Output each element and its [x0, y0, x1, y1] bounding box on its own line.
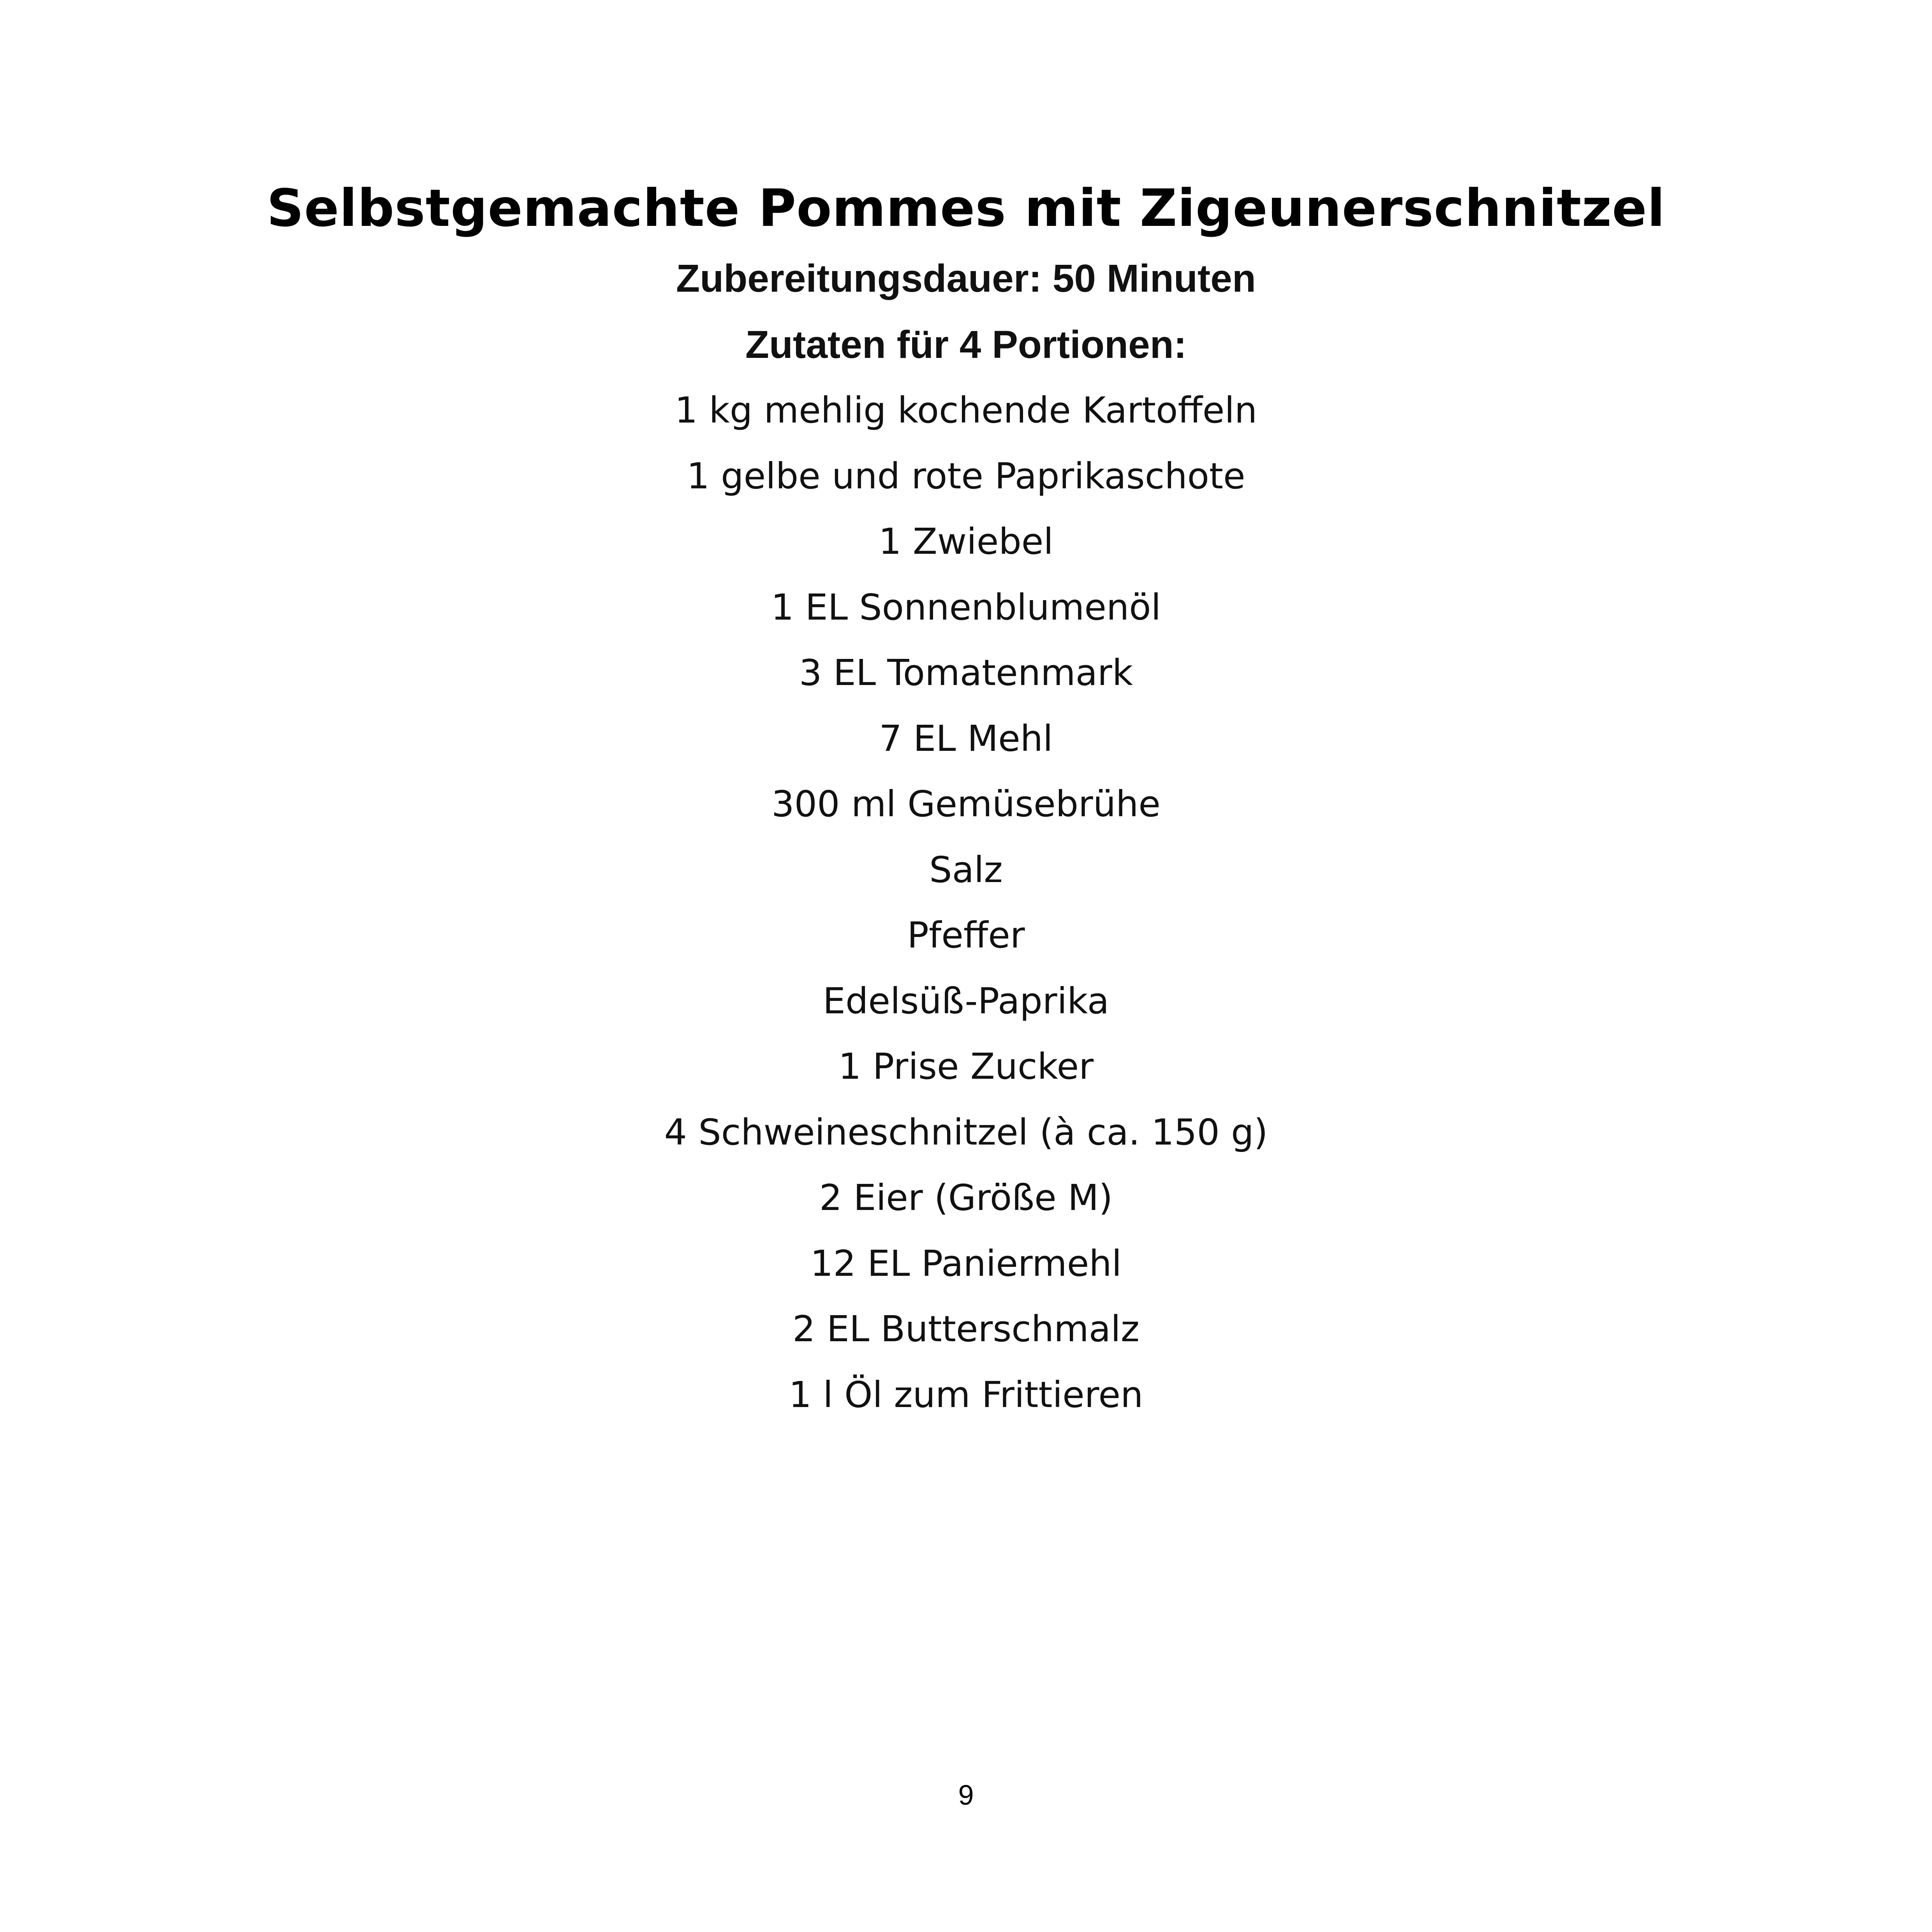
servings-heading: Zutaten für 4 Portionen: [745, 323, 1187, 366]
ingredient-item: 300 ml Gemüsebrühe [771, 783, 1161, 825]
ingredient-item: 1 Prise Zucker [838, 1046, 1094, 1087]
ingredient-item: Salz [929, 849, 1003, 891]
ingredient-item: 1 Zwiebel [879, 521, 1053, 562]
recipe-title: Selbstgemachte Pommes mit Zigeunerschnitzel [266, 178, 1666, 238]
ingredient-list [0, 378, 1932, 1428]
ingredient-item: 2 Eier (Größe M) [819, 1177, 1113, 1219]
ingredient-item: 1 l Öl zum Frittieren [789, 1374, 1143, 1416]
preparation-time: Zubereitungsdauer: 50 Minuten [676, 257, 1256, 300]
page-number: 9 [958, 1780, 974, 1811]
ingredient-item: 3 EL Tomatenmark [799, 652, 1133, 694]
ingredient-item: Edelsüß-Paprika [822, 980, 1110, 1022]
ingredient-item: 1 EL Sonnenblumenöl [771, 586, 1161, 628]
ingredient-item: 12 EL Paniermehl [810, 1242, 1122, 1284]
ingredient-item: 1 kg mehlig kochende Kartoffeln [675, 389, 1257, 431]
ingredient-item: 1 gelbe und rote Paprikaschote [687, 455, 1245, 497]
ingredient-item: 2 EL Butterschmalz [792, 1308, 1140, 1350]
recipe-content [0, 171, 1932, 1428]
ingredient-item: 4 Schweineschnitzel (à ca. 150 g) [664, 1111, 1268, 1153]
ingredient-item: 7 EL Mehl [879, 717, 1053, 759]
ingredient-item: Pfeffer [907, 914, 1025, 956]
